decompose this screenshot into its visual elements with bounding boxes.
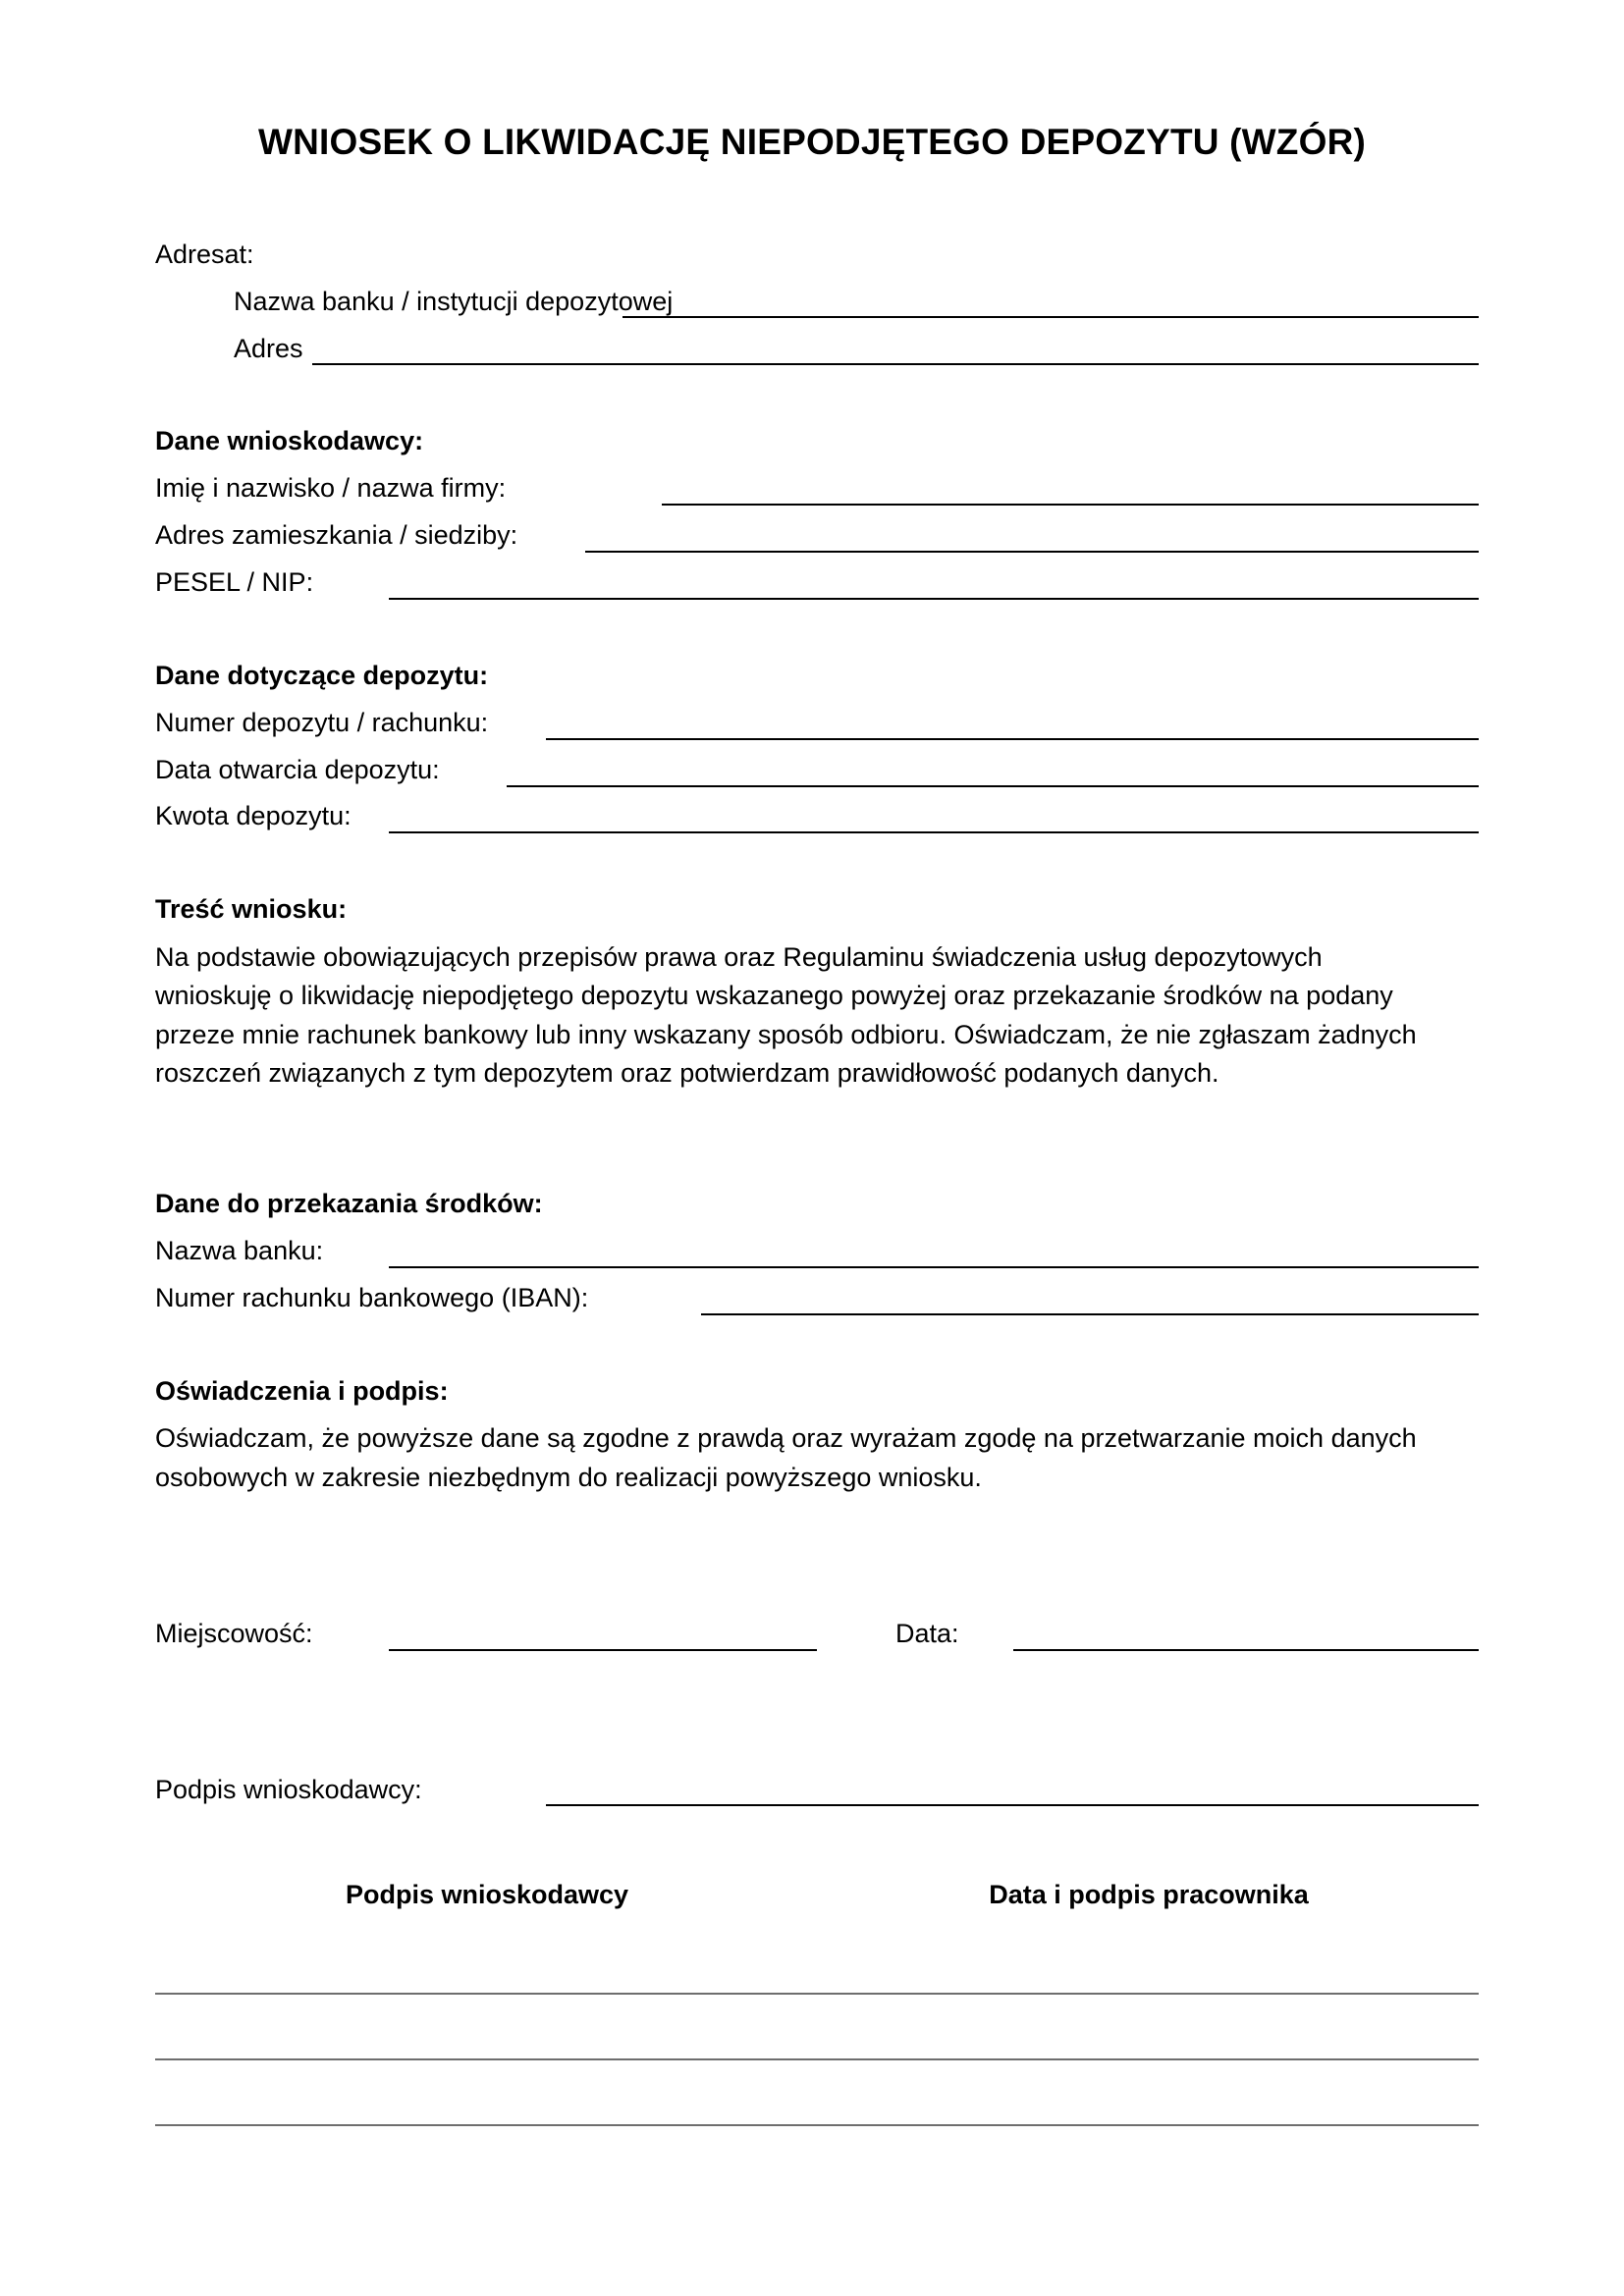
transfer-bank-field[interactable] <box>389 1266 1479 1268</box>
addressee-heading: Adresat: <box>155 240 254 269</box>
transfer-iban-label: Numer rachunku bankowego (IBAN): <box>155 1283 589 1312</box>
statement-heading: Oświadczenia i podpis: <box>155 1376 449 1406</box>
applicant-name-label: Imię i nazwisko / nazwa firmy: <box>155 473 507 503</box>
applicant-address-label: Adres zamieszkania / siedziby: <box>155 520 518 550</box>
footer-employee-signature-heading: Data i podpis pracownika <box>989 1880 1309 1909</box>
deposit-date-label: Data otwarcia depozytu: <box>155 755 440 784</box>
request-text-line: Na podstawie obowiązujących przepisów prawa oraz Regulaminu świadczenia usług depozytowych <box>155 942 1323 972</box>
statement-text-line: Oświadczam, że powyższe dane są zgodne z prawdą oraz wyrażam zgodę na przetwarzanie moich danych <box>155 1423 1417 1453</box>
deposit-number-label: Numer depozytu / rachunku: <box>155 708 489 737</box>
place-field[interactable] <box>389 1649 817 1651</box>
statement-text-line: osobowych w zakresie niezbędnym do realizacji powyższego wniosku. <box>155 1463 982 1492</box>
deposit-amount-label: Kwota depozytu: <box>155 801 352 830</box>
footer-rule <box>155 2058 1479 2060</box>
signature-field[interactable] <box>546 1804 1479 1806</box>
place-label: Miejscowość: <box>155 1619 313 1648</box>
signature-label: Podpis wnioskodawcy: <box>155 1775 422 1804</box>
bank-name-label: Nazwa banku / instytucji depozytowej <box>234 287 674 316</box>
applicant-address-field[interactable] <box>585 551 1479 553</box>
applicant-id-field[interactable] <box>389 598 1479 600</box>
footer-applicant-signature-heading: Podpis wnioskodawcy <box>345 1880 629 1909</box>
request-heading: Treść wniosku: <box>155 894 348 924</box>
date-field[interactable] <box>1013 1649 1479 1651</box>
deposit-date-field[interactable] <box>507 785 1479 787</box>
request-text-line: roszczeń związanych z tym depozytem oraz potwierdzam prawidłowość podanych danych. <box>155 1058 1219 1088</box>
bank-address-field[interactable] <box>312 363 1479 365</box>
deposit-amount-field[interactable] <box>389 831 1479 833</box>
deposit-heading: Dane dotyczące depozytu: <box>155 661 489 690</box>
applicant-heading: Dane wnioskodawcy: <box>155 426 424 455</box>
transfer-bank-label: Nazwa banku: <box>155 1236 324 1265</box>
applicant-id-label: PESEL / NIP: <box>155 567 314 597</box>
document-title: WNIOSEK O LIKWIDACJĘ NIEPODJĘTEGO DEPOZYTU (WZÓR) <box>257 122 1367 162</box>
footer-rule <box>155 2124 1479 2126</box>
transfer-heading: Dane do przekazania środków: <box>155 1189 543 1218</box>
request-text-line: wnioskuję o likwidację niepodjętego depozytu wskazanego powyżej oraz przekazanie środków na podany <box>155 981 1393 1010</box>
date-label: Data: <box>895 1619 959 1648</box>
bank-address-label: Adres <box>234 334 303 363</box>
deposit-number-field[interactable] <box>546 738 1479 740</box>
footer-rule <box>155 1993 1479 1995</box>
transfer-iban-field[interactable] <box>701 1313 1479 1315</box>
request-text-line: przeze mnie rachunek bankowy lub inny wskazany sposób odbioru. Oświadczam, że nie zgłaszam żadnych <box>155 1020 1417 1049</box>
applicant-name-field[interactable] <box>662 504 1479 506</box>
bank-name-field[interactable] <box>623 316 1479 318</box>
